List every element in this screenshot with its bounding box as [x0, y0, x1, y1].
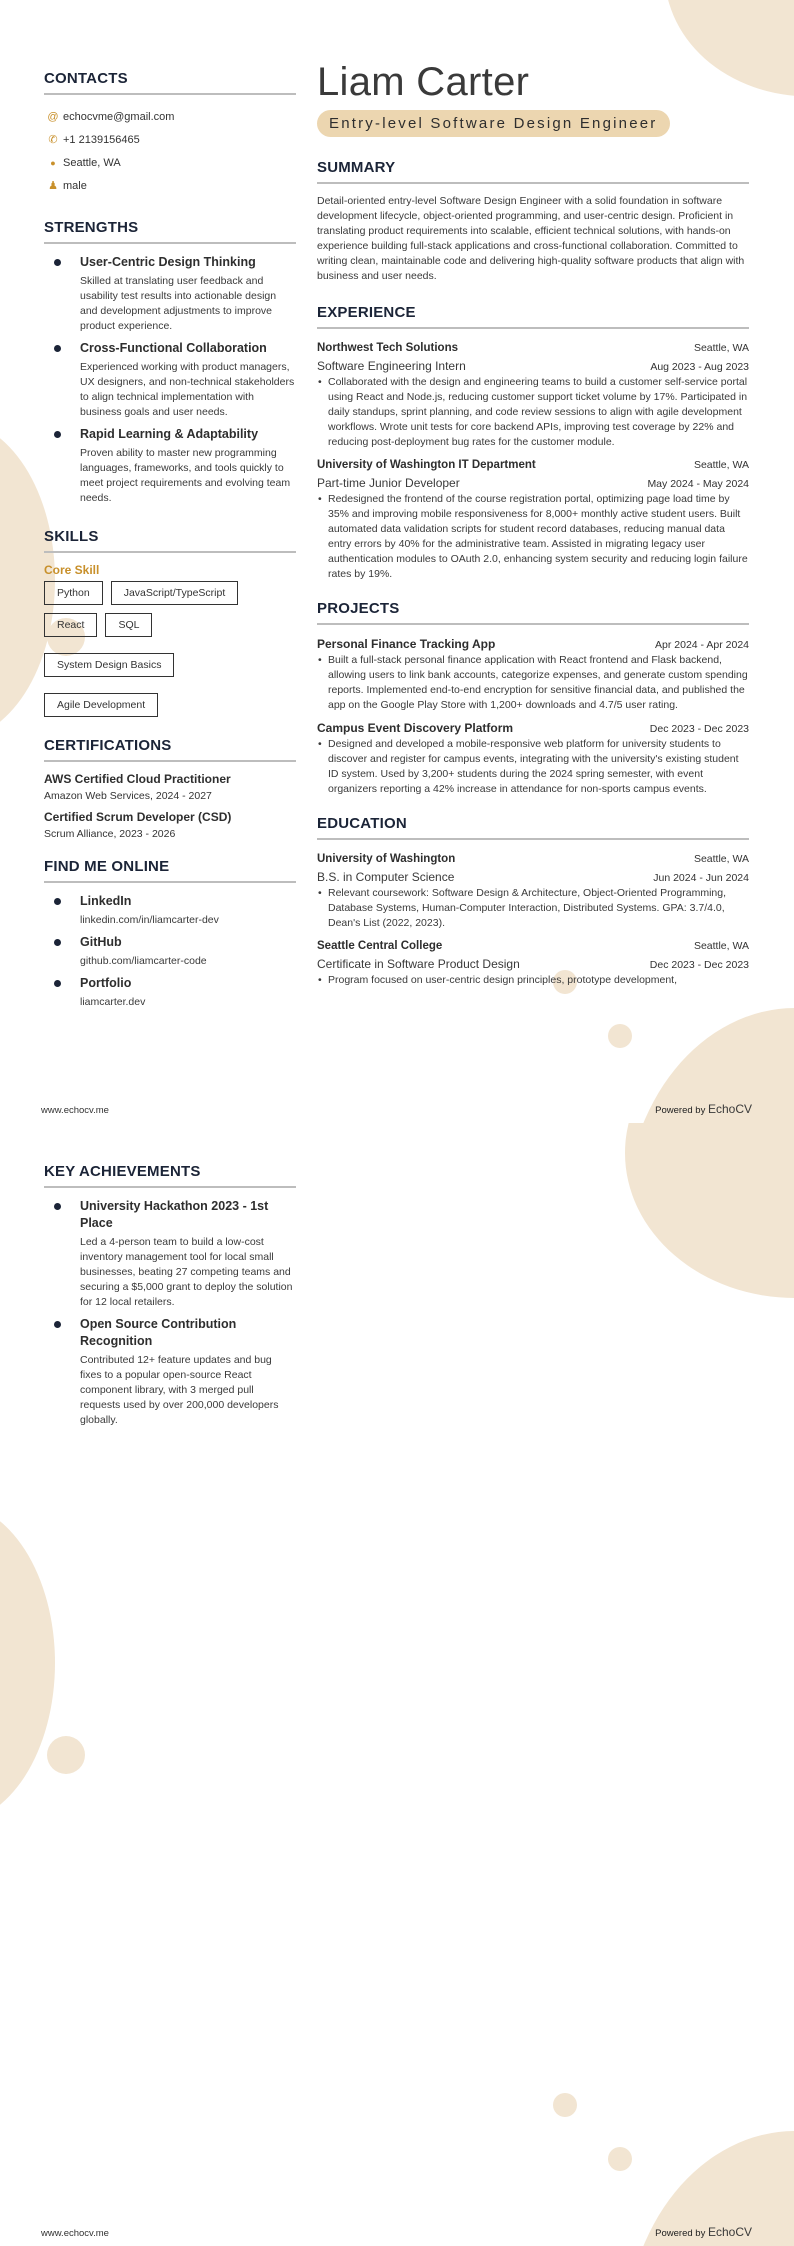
contact-gender	[44, 174, 296, 197]
experience-date: May 2024 - May 2024	[647, 478, 749, 490]
contact-gender-value: male	[63, 179, 87, 192]
certifications-section	[44, 737, 296, 840]
experience-date: Aug 2023 - Aug 2023	[650, 361, 749, 373]
achievement-desc: Contributed 12+ feature updates and bug fixes to a popular open-source React component library, with 3 merged pull requests used by over 200,000 developers globally.	[80, 1354, 279, 1426]
decor-dot-left	[47, 1736, 85, 1774]
contact-phone[interactable]	[44, 128, 296, 151]
project-date: Dec 2023 - Dec 2023	[649, 723, 749, 735]
online-section	[44, 858, 296, 1010]
phone-icon: ✆	[48, 134, 58, 146]
education-bullet: • Program focused on user-centric design principles, prototype development,	[317, 973, 749, 988]
strength-desc: Skilled at translating user feedback and usability test results into actionable design and development adjustments to improve product experience.	[80, 275, 277, 332]
strength-title: Cross-Functional Collaboration	[80, 341, 267, 355]
projects-section	[317, 600, 749, 797]
candidate-role-badge: Entry-level Software Design Engineer	[317, 110, 670, 137]
online-title: GitHub	[80, 935, 122, 949]
footer-site-link[interactable]: www.echocv.me	[41, 2228, 109, 2239]
experience-bullet: • Collaborated with the design and engineering teams to build a customer self-service portal using React and Node.js, reducing customer support ticket volume by 17%. Participated in daily standups, sprint planning, and code review sessions to align with agile development workflows. Wrote unit tests for core backend APIs, improving test coverage by 22% and reducing post-deployment bug rates for the customer module.	[317, 375, 749, 450]
achievements-heading: KEY ACHIEVEMENTS	[44, 1163, 296, 1188]
education-date: Jun 2024 - Jun 2024	[653, 872, 749, 884]
achievements-section	[44, 1163, 296, 1428]
certification-item	[44, 810, 296, 840]
project-bullet: • Built a full-stack personal finance application with React frontend and Flask backend, allowing users to link bank accounts, categorize expenses, and generate custom spending reports. Implemented end-to-end encryption for sensitive financial data, and published the app on the Google Play Store with 1,200+ downloads and 4.7/5 user rating.	[317, 653, 749, 713]
education-org: Seattle Central College	[317, 940, 443, 952]
at-icon: @	[47, 110, 59, 123]
decor-dot-mid-2	[608, 2147, 632, 2171]
contact-location	[44, 151, 296, 174]
online-link[interactable]: liamcarter.dev	[80, 996, 146, 1008]
contact-location-value: Seattle, WA	[63, 156, 121, 169]
strengths-heading: STRENGTHS	[44, 219, 296, 244]
achievement-desc: Led a 4-person team to build a low-cost inventory management tool for local small businesses, beating 27 competing teams and securing a $5,000 grant to deploy the solution for 12 local retailers.	[80, 1236, 293, 1308]
education-degree: Certificate in Software Product Design	[317, 957, 520, 971]
education-location: Seattle, WA	[693, 853, 749, 865]
education-heading: EDUCATION	[317, 815, 749, 840]
skill-tag: Python	[44, 581, 103, 605]
skills-heading: SKILLS	[44, 528, 296, 553]
project-entry	[317, 719, 749, 797]
experience-location: Seattle, WA	[693, 459, 749, 471]
certification-name: Certified Scrum Developer (CSD)	[44, 810, 232, 824]
summary-text: Detail-oriented entry-level Software Design Engineer with a solid foundation in software development lifecycle, object-oriented programming, and user-centric design. Proficient in translating product requirements into scalable, efficient technical solutions, with hands-on experience building full-stack applications and cross-functional collaboration. Committed to writing clean, maintainable code and delivering high-quality software products that align with business and user needs.	[317, 195, 745, 282]
project-name: Personal Finance Tracking App	[317, 637, 496, 651]
education-section	[317, 815, 749, 988]
footer-powered-by[interactable]	[655, 1102, 752, 1116]
powered-by-label: Powered by	[655, 1105, 706, 1116]
certifications-heading: CERTIFICATIONS	[44, 737, 296, 762]
decor-blob-top-right	[625, 1123, 794, 1298]
contact-email[interactable]	[44, 105, 296, 128]
strength-desc: Experienced working with product managers, UX designers, and non-technical stakeholders to align technical implementation with business goals and user needs.	[80, 361, 295, 418]
skill-tag: SQL	[105, 613, 152, 637]
resume-page-2	[0, 1123, 794, 2246]
skill-tag: JavaScript/TypeScript	[111, 581, 239, 605]
achievement-title: University Hackathon 2023 - 1st Place	[80, 1199, 269, 1230]
experience-bullet: • Redesigned the frontend of the course registration portal, optimizing page load time by 35% and improving mobile responsiveness for 8,000+ monthly active student users. Built automated data validation scripts for student record databases, reducing manual data entry errors by 40% for the administrative team. Assisted in migrating legacy user authentication modules to OAuth 2.0, enhancing system security and reducing login failure rates by 19%.	[317, 492, 749, 582]
person-icon: ♟	[48, 180, 58, 192]
footer-site-link[interactable]: www.echocv.me	[41, 1105, 109, 1116]
education-degree: B.S. in Computer Science	[317, 870, 455, 884]
strength-item	[44, 426, 296, 506]
experience-org: Northwest Tech Solutions	[317, 342, 458, 354]
summary-section	[317, 159, 749, 284]
powered-by-brand: EchoCV	[707, 1102, 752, 1116]
strength-desc: Proven ability to master new programming languages, frameworks, and tools quickly to meet project requirements and evolving team needs.	[80, 447, 291, 504]
candidate-name: Liam Carter	[317, 60, 530, 104]
online-item-linkedin[interactable]	[44, 893, 296, 928]
experience-section	[317, 304, 749, 582]
experience-role: Part-time Junior Developer	[317, 476, 460, 490]
education-entry	[317, 850, 749, 931]
location-pin-icon: ●	[50, 157, 56, 168]
strengths-section	[44, 219, 296, 506]
experience-org: University of Washington IT Department	[317, 459, 536, 471]
certification-item	[44, 772, 296, 802]
skills-group-label: Core Skill	[44, 563, 100, 577]
strength-item	[44, 254, 296, 334]
experience-entry	[317, 339, 749, 450]
skill-tag: React	[44, 613, 97, 637]
education-date: Dec 2023 - Dec 2023	[649, 959, 749, 971]
left-column	[44, 70, 296, 1016]
certification-meta: Amazon Web Services, 2024 - 2027	[44, 790, 212, 802]
experience-role: Software Engineering Intern	[317, 359, 466, 373]
experience-entry	[317, 456, 749, 582]
contacts-heading: CONTACTS	[44, 70, 296, 95]
achievement-title: Open Source Contribution Recognition	[80, 1317, 237, 1348]
online-title: Portfolio	[80, 976, 132, 990]
summary-heading: SUMMARY	[317, 159, 749, 184]
strength-item	[44, 340, 296, 420]
online-link[interactable]: linkedin.com/in/liamcarter-dev	[80, 914, 219, 926]
education-org: University of Washington	[317, 853, 456, 865]
project-bullet: • Designed and developed a mobile-responsive web platform for university students to discover and register for campus events, integrating with the university's existing student ID system. Used by 3,200+ students during the 2024 spring semester, with event organizers reporting a 42% increase in attendance for non-sports campus events.	[317, 737, 749, 797]
skill-tags	[44, 581, 296, 717]
education-location: Seattle, WA	[693, 940, 749, 952]
online-heading: FIND ME ONLINE	[44, 858, 296, 883]
achievement-item	[44, 1198, 296, 1310]
right-column	[317, 60, 749, 994]
certification-name: AWS Certified Cloud Practitioner	[44, 772, 231, 786]
online-title: LinkedIn	[80, 894, 132, 908]
online-item-github[interactable]	[44, 934, 296, 969]
project-entry	[317, 635, 749, 713]
left-column-page-2	[44, 1163, 296, 1434]
decor-blob-left	[0, 1503, 55, 1823]
contact-phone-value: +1 2139156465	[63, 133, 140, 146]
education-entry	[317, 937, 749, 988]
experience-heading: EXPERIENCE	[317, 304, 749, 329]
experience-location: Seattle, WA	[693, 342, 749, 354]
strength-title: User-Centric Design Thinking	[80, 255, 256, 269]
certification-meta: Scrum Alliance, 2023 - 2026	[44, 828, 176, 840]
project-name: Campus Event Discovery Platform	[317, 721, 514, 735]
decor-dot-mid	[553, 2093, 577, 2117]
powered-by-label: Powered by	[655, 2228, 706, 2239]
skill-tag: System Design Basics	[44, 653, 174, 677]
online-link[interactable]: github.com/liamcarter-code	[80, 955, 207, 967]
skill-tag: Agile Development	[44, 693, 158, 717]
skills-section	[44, 528, 296, 717]
footer-powered-by[interactable]	[655, 2225, 752, 2239]
online-item-portfolio[interactable]	[44, 975, 296, 1010]
projects-heading: PROJECTS	[317, 600, 749, 625]
decor-dot-mid-2	[608, 1024, 632, 1048]
powered-by-brand: EchoCV	[707, 2225, 752, 2239]
achievement-item	[44, 1316, 296, 1428]
project-date: Apr 2024 - Apr 2024	[655, 639, 749, 651]
contacts-section	[44, 70, 296, 197]
contact-email-value: echocvme@gmail.com	[63, 110, 175, 123]
strength-title: Rapid Learning & Adaptability	[80, 427, 259, 441]
education-bullet: • Relevant coursework: Software Design & Architecture, Object-Oriented Programming, Database Systems, Human-Computer Interaction, Distributed Systems. GPA: 3.7/4.0, Dean's List (2022, 2023).	[317, 886, 749, 931]
